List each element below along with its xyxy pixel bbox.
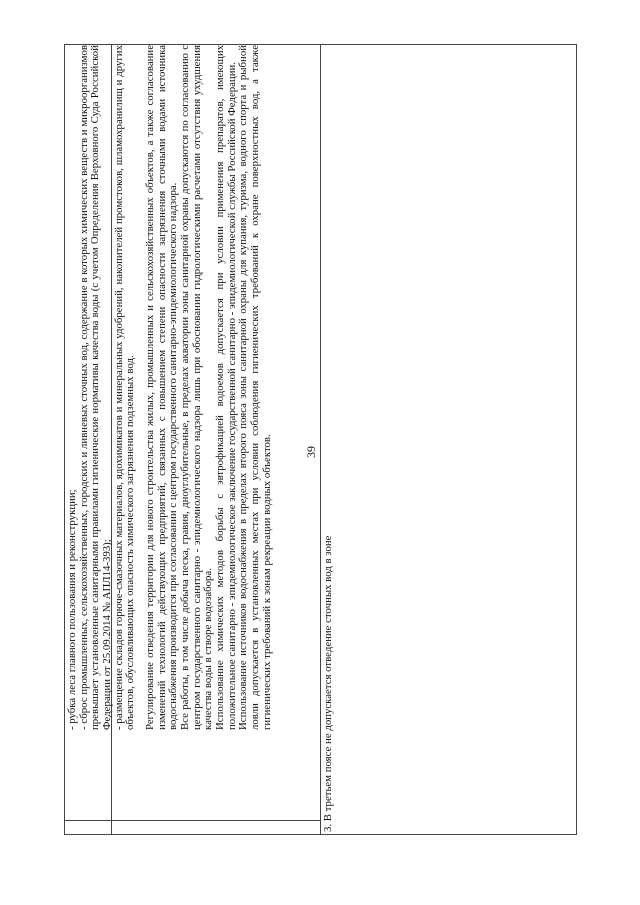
paragraph: Регулирование отведения территории для нового строительства жилых, промышленных и сельскохозяйственных объектов, а также согласование изменений технологий действующих предприятий, связанных с повышением степени опасности загрязнения сточными водами источника водоснабжения производится при согласовании с центром государственного санитарно-эпидемиологического надзора. — [143, 45, 180, 730]
paragraph: Использование химических методов борьбы с эвтрофикацией водоемов допускается при условии применения препаратов, имеющих положительное санитарно - эпидемиологическое заключение государственной санитарно - эпидемиологической службы Российской Федерации. — [213, 45, 238, 730]
paragraph: Использование источников водоснабжения в пределах второго пояса зоны санитарной охраны для купания, туризма, водного спорта и рыбной ловли допускается в установленных местах при условии соблюдения гигиенических требований к охране поверхностных вод, а также гигиенических требований к зонам рекреации водных объектов. — [237, 45, 273, 730]
paragraph: - рубка леса главного пользования и реконструкции; — [66, 489, 78, 730]
column-divider-right — [320, 45, 321, 834]
page-number: 39 — [304, 446, 318, 458]
paragraph: - сброс промышленных, сельскохозяйственных, городских и ливневых сточных вод, содержание в которых химических веществ и микроорганизмов превышает установленные санитарными правилами гигиенические нормативы качества воды (с учетом Определения Верховного Суда Российской Федерации от 25.09.2014 № АПЛ14-393); — [77, 45, 113, 730]
table-cell-text — [66, 45, 273, 730]
paragraph: Все работы, в том числе добыча песка, гравия, дноуглубительные, в пределах акватории зоны санитарной охраны допускаются по согласованию с центром государственного санитарно - эпидемиологического надзора лишь при обосновании гидрологическими расчетами отсутствия ухудшения качества воды в створе водозабора. — [178, 45, 215, 730]
paragraph: - размещение складов горюче-смазочных материалов, ядохимикатов и минеральных удобрений, накопителей промстоков, шламохранилищ и других объектов, обусловливающих опасность химического загрязнения подземных вод. — [112, 45, 137, 730]
footer-row-text: 3. В третьем поясе не допускается отведение сточных вод в зоне — [322, 535, 334, 832]
row-divider — [65, 820, 320, 821]
